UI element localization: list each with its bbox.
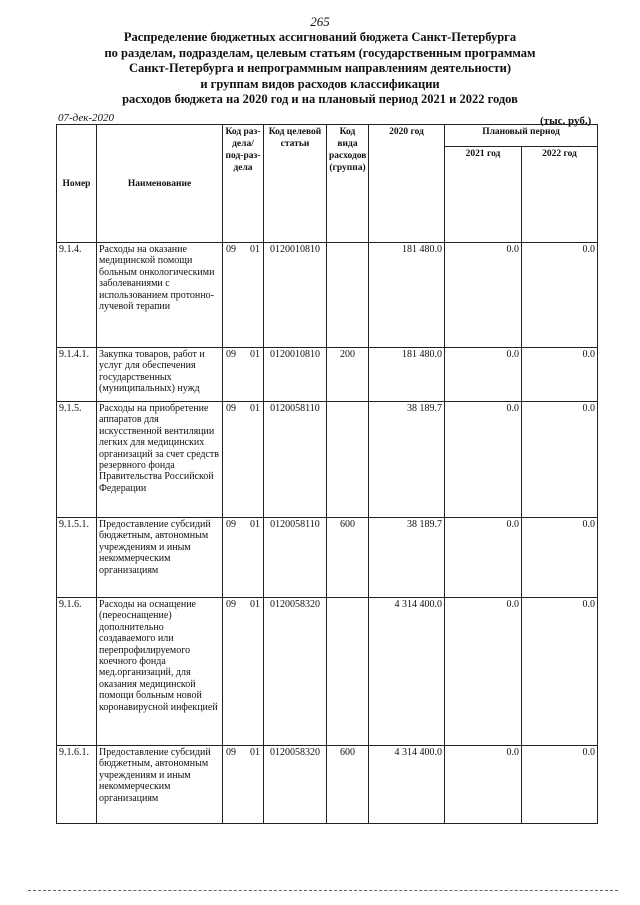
header-target: Код целевой статьи (264, 125, 327, 243)
row-number: 9.1.4.1. (57, 348, 97, 402)
row-name: Предоставление субсидий бюджетным, автономным учреждениям и иным некоммерческим организациям (97, 746, 223, 824)
row-kvr (327, 402, 369, 518)
row-2020: 38 189.7 (369, 402, 445, 518)
table-row (57, 598, 598, 746)
row-2022: 0.0 (522, 402, 598, 518)
row-target: 0120058320 (264, 746, 327, 824)
row-2020: 4 314 400.0 (369, 746, 445, 824)
row-2021: 0.0 (445, 348, 522, 402)
row-2021: 0.0 (445, 243, 522, 348)
row-name: Расходы на оснащение (переоснащение) дополнительно создаваемого или перепрофилируемого коечного фонда мед.организаций, для оказания медицинской помощи больным новой коронавирусной инфекцией (97, 598, 223, 746)
row-section (223, 598, 264, 746)
title-line: и группам видов расходов классификации (200, 76, 440, 91)
document-date: 07-дек-2020 (58, 112, 115, 124)
row-kvr: 200 (327, 348, 369, 402)
row-2021: 0.0 (445, 746, 522, 824)
row-2021: 0.0 (445, 402, 522, 518)
row-number: 9.1.6. (57, 598, 97, 746)
row-rz: 09 (226, 244, 236, 255)
row-prz: 01 (250, 403, 260, 414)
title-line: Распределение бюджетных ассигнований бюджета Санкт-Петербурга (123, 30, 517, 44)
table-header (57, 125, 598, 243)
row-target: 0120010810 (264, 348, 327, 402)
row-prz: 01 (250, 599, 260, 610)
header-name: Наименование (97, 125, 223, 243)
table-row (57, 746, 598, 824)
row-target: 0120010810 (264, 243, 327, 348)
row-section (223, 518, 264, 598)
row-target: 0120058320 (264, 598, 327, 746)
row-name: Расходы на оказание медицинской помощи больным онкологическими заболеваниями с использованием протонно-лучевой терапии (97, 243, 223, 348)
row-prz: 01 (250, 244, 260, 255)
header-2022: 2022 год (522, 147, 598, 243)
table-row (57, 518, 598, 598)
row-section (223, 402, 264, 518)
row-prz: 01 (250, 519, 260, 530)
row-rz: 09 (226, 403, 236, 414)
row-kvr: 600 (327, 746, 369, 824)
row-number: 9.1.4. (57, 243, 97, 348)
row-2021: 0.0 (445, 598, 522, 746)
row-name: Предоставление субсидий бюджетным, автономным учреждениям и иным некоммерческим организациям (97, 518, 223, 598)
table-row (57, 348, 598, 402)
title-line: расходов бюджета на 2020 год и на плановый период 2021 и 2022 годов (122, 92, 518, 107)
header-2020: 2020 год (369, 125, 445, 243)
row-kvr: 600 (327, 518, 369, 598)
row-kvr (327, 243, 369, 348)
row-section (223, 243, 264, 348)
row-2022: 0.0 (522, 746, 598, 824)
row-name: Расходы на приобретение аппаратов для искусственной вентиляции легких для медицинских организаций за счет средств резервного фонда Правительства Российской Федерации (97, 402, 223, 518)
header-expense-type: Код вида расходов (группа) (327, 125, 369, 243)
row-target: 0120058110 (264, 402, 327, 518)
page-number: 265 (310, 14, 330, 29)
header-plan-period: Плановый период (445, 125, 598, 147)
scan-edge-line (28, 890, 618, 891)
row-number: 9.1.6.1. (57, 746, 97, 824)
budget-table (56, 124, 598, 824)
title-line: по разделам, подразделам, целевым статьям (государственным программам (104, 45, 536, 60)
row-2022: 0.0 (522, 348, 598, 402)
table-row (57, 402, 598, 518)
row-rz: 09 (226, 599, 236, 610)
document-title (40, 30, 600, 108)
row-kvr (327, 598, 369, 746)
row-2022: 0.0 (522, 518, 598, 598)
row-section (223, 348, 264, 402)
row-2020: 181 480.0 (369, 243, 445, 348)
row-rz: 09 (226, 519, 236, 530)
row-2022: 0.0 (522, 598, 598, 746)
row-number: 9.1.5.1. (57, 518, 97, 598)
table-row (57, 243, 598, 348)
units-label: (тыс. руб.) (540, 115, 592, 127)
table-body (57, 243, 598, 824)
title-line: Санкт-Петербурга и непрограммным направлениям деятельности) (128, 61, 511, 76)
header-2021: 2021 год (445, 147, 522, 243)
row-2022: 0.0 (522, 243, 598, 348)
header-section: Код раз-дела/ под-раз-дела (223, 125, 264, 243)
row-2020: 38 189.7 (369, 518, 445, 598)
row-2021: 0.0 (445, 518, 522, 598)
row-number: 9.1.5. (57, 402, 97, 518)
row-2020: 4 314 400.0 (369, 598, 445, 746)
row-section (223, 746, 264, 824)
row-prz: 01 (250, 747, 260, 758)
row-rz: 09 (226, 349, 236, 360)
row-2020: 181 480.0 (369, 348, 445, 402)
row-name: Закупка товаров, работ и услуг для обеспечения государственных (муниципальных) нужд (97, 348, 223, 402)
header-number: Номер (57, 125, 97, 243)
row-rz: 09 (226, 747, 236, 758)
row-target: 0120058110 (264, 518, 327, 598)
row-prz: 01 (250, 349, 260, 360)
